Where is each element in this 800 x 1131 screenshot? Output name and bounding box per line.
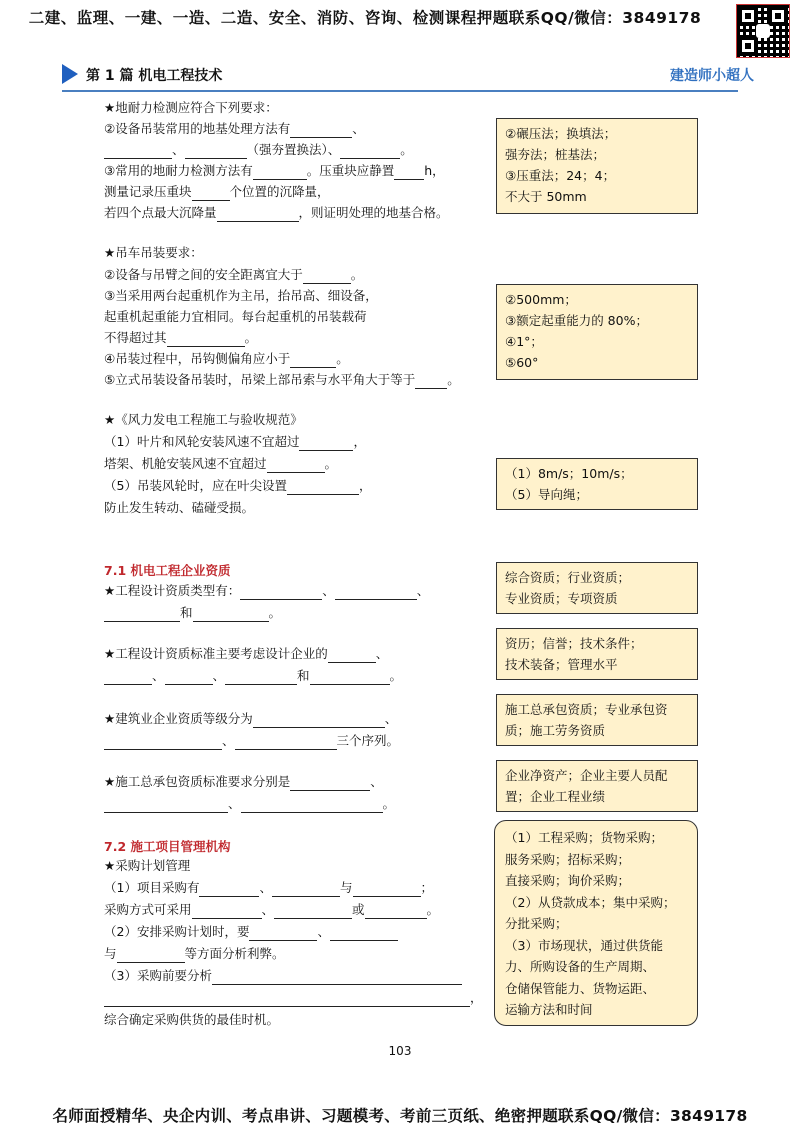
s71-answer-box-2: 资历；信誉；技术条件； 技术装备；管理水平 <box>496 628 698 680</box>
crane-line-3: 起重机起重能力宜相同。每台起重机的吊装载荷 <box>104 309 367 324</box>
ground-line-2: 、 （强夯置换法）、 。 <box>104 141 413 159</box>
s72-line-3: （2）安排采购计划时，要 、 <box>104 923 398 941</box>
crane-line-4: 不得超过其 。 <box>104 330 258 345</box>
s72-line-4: 与 等方面分析利弊。 <box>104 946 285 961</box>
wind-line-4: 防止发生转动、磕碰受损。 <box>104 500 255 515</box>
top-banner: 二建、监理、一建、一造、二造、安全、消防、咨询、检测课程押题联系QQ/微信：3849178 <box>28 9 702 27</box>
s71-answer-box-1: 综合资质；行业资质； 专业资质；专项资质 <box>496 562 698 614</box>
wind-answer-box: （1）8m/s；10m/s； （5）导向绳； <box>496 458 698 510</box>
header-divider <box>62 90 738 92</box>
crane-answer-box: ②500mm； ③额定起重能力的 80%； ④1°； ⑤60° <box>496 284 698 380</box>
s72-subtitle: ★采购计划管理 <box>104 858 191 873</box>
page-number: 103 <box>388 1044 412 1058</box>
wind-line-1: （1）叶片和风轮安装风速不宜超过 ， <box>104 434 366 449</box>
s71-q4-line-1: ★施工总承包资质标准要求分别是 、 <box>104 774 383 789</box>
s71-q4-line-2: 、 。 <box>104 795 395 813</box>
crane-line-2: ③当采用两台起重机作为主吊，抬吊高、细设备， <box>104 288 378 303</box>
chapter-arrow-icon <box>62 64 78 84</box>
ground-answer-box: ②碾压法；换填法； 强夯法；桩基法； ③压重法；24；4； 不大于 50mm <box>496 118 698 214</box>
s72-line-7: 综合确定采购供货的最佳时机。 <box>104 1012 280 1027</box>
wind-line-2: 塔架、机舱安装风速不宜超过 。 <box>104 456 338 471</box>
s71-answer-box-4: 企业净资产；企业主要人员配 置；企业工程业绩 <box>496 760 698 812</box>
author-name: 建造师小超人 <box>670 68 754 84</box>
s71-q1-line-1: ★工程设计资质类型有： 、 、 <box>104 583 430 598</box>
s71-answer-box-3: 施工总承包资质；专业承包资 质；施工劳务资质 <box>496 694 698 746</box>
s72-line-5: （3）采购前要分析 <box>104 967 462 985</box>
s71-q3-line-1: ★建筑业企业资质等级分为 、 <box>104 711 398 726</box>
s71-q2-line-2: 、 、 和 。 <box>104 667 402 685</box>
section-7-2-title: 7.2 施工项目管理机构 <box>104 839 231 854</box>
crane-title: ★吊车吊装要求： <box>104 245 203 260</box>
ground-line-4: 测量记录压重块 个位置的沉降量， <box>104 184 330 199</box>
wind-title: ★《风力发电工程施工与验收规范》 <box>104 412 303 427</box>
ground-line-5: 若四个点最大沉降量 ，则证明处理的地基合格。 <box>104 205 449 220</box>
s71-q2-line-1: ★工程设计资质标准主要考虑设计企业的 、 <box>104 646 389 661</box>
bottom-banner: 名师面授精华、央企内训、考点串讲、习题模考、考前三页纸、绝密押题联系QQ/微信：3849178 <box>52 1107 748 1125</box>
crane-line-6: ⑤立式吊装设备吊装时，吊梁上部吊索与水平角大于等于 。 <box>104 372 460 387</box>
s72-answer-box: （1）工程采购；货物采购； 服务采购；招标采购； 直接采购；询价采购； （2）从贷款成本；集中采购； 分批采购； （3）市场现状，通过供货能 力、所购设备的生产周期、 仓储保管能力、货物运距、 运输方法和时间 <box>494 820 698 1026</box>
s72-line-1: （1）项目采购有 、 与 ； <box>104 880 434 895</box>
s72-line-6: ， <box>104 989 483 1007</box>
crane-line-1: ②设备与吊臂之间的安全距离宜大于 。 <box>104 267 364 282</box>
s72-line-2: 采购方式可采用 、 或 。 <box>104 902 440 917</box>
s71-q3-line-2: 、 三个序列。 <box>104 732 399 750</box>
ground-title: ★地耐力检测应符合下列要求： <box>104 100 278 115</box>
s71-q1-line-2: 和 。 <box>104 604 281 622</box>
chapter-title: 第 1 篇 机电工程技术 <box>86 68 223 84</box>
wind-line-3: （5）吊装风轮时，应在叶尖设置 ， <box>104 478 372 493</box>
ground-line-1: ②设备吊装常用的地基处理方法有 、 <box>104 121 365 136</box>
ground-line-3: ③常用的地耐力检测方法有 。压重块应静置 h， <box>104 163 445 178</box>
crane-line-5: ④吊装过程中，吊钩侧偏角应小于 。 <box>104 351 349 366</box>
qr-code-icon <box>736 4 790 58</box>
section-7-1-title: 7.1 机电工程企业资质 <box>104 563 231 578</box>
